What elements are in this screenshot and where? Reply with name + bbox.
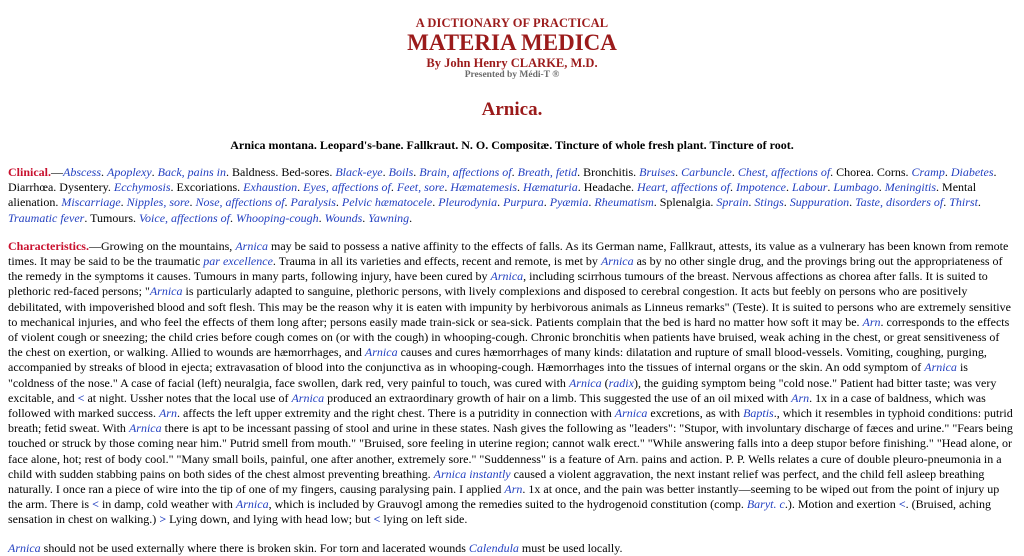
remedy-link[interactable]: Abscess — [63, 165, 102, 179]
text-run: ), the guiding symptom being "cold nose." Patient had bitter taste; was very excitable, and — [8, 375, 997, 405]
text-run: . — [390, 180, 397, 195]
text-run: lying on left side. — [380, 512, 468, 527]
remedy-link[interactable]: Apoplexy — [107, 165, 152, 179]
text-run: may be said to possess a native affinity to the effects of falls. As its German name, Fallkraut, attests, its value as a vulnerary has been known from remote times. It may be said to be the traumatic — [8, 238, 1009, 269]
modality-symbol-link[interactable]: < — [77, 390, 85, 405]
remedy-link[interactable]: Traumatic fever — [8, 210, 85, 225]
text-run: causes and cures hæmorrhages of many kinds: dilatation and rupture of small blood-vessels. Vomiting, coughing, purging, accompanied by streaks of blood in ejecta; extravasation of blood into the conjunctiva as in whooping-cough. Hæmorrhages into the tissues of internal organs or the skin. An odd symptom of — [8, 345, 987, 375]
remedy-link[interactable]: Arnica — [291, 390, 325, 405]
text-run: must be used locally. — [518, 540, 623, 555]
remedy-link[interactable]: Voice, affections of — [139, 210, 231, 225]
text-run: ., which it resembles in typhoid conditions: putrid breath; fetid sweat. With — [8, 406, 1013, 436]
remedy-link[interactable]: Sprain — [716, 195, 749, 210]
text-run: . — [230, 210, 237, 225]
remedy-link[interactable]: Diabetes — [950, 165, 994, 179]
remedy-link[interactable]: Suppuration — [789, 195, 850, 210]
text-run: . Headache. — [577, 180, 638, 195]
remedy-link[interactable]: Exhaustion — [243, 180, 298, 195]
presented-by: Presented by Médi-T ® — [464, 70, 560, 80]
text-run: . Bronchitis. — [577, 165, 640, 179]
remedy-link[interactable]: Whooping-cough — [236, 210, 319, 225]
text-run: produced an extraordinary growth of hair on a limb. This suggested the use of an oil mixed with — [324, 390, 792, 405]
text-run: . — [977, 195, 981, 210]
text-run: . — [497, 195, 504, 210]
clinical-body — [8, 165, 997, 225]
remedy-link[interactable]: Hæmaturia — [523, 180, 578, 195]
text-run: . — [120, 195, 127, 210]
text-run: .). Motion and exertion — [784, 497, 899, 512]
remedy-link[interactable]: Hæmatemesis — [450, 180, 518, 195]
remedy-link[interactable]: Arnica — [490, 269, 524, 284]
remedy-link[interactable]: Arnica — [8, 540, 41, 555]
remedy-link[interactable]: Arn — [862, 314, 881, 329]
text-run: . Trauma in all its varieties and effects, recent and remote, is met by — [272, 254, 601, 269]
remedy-link[interactable]: Pelvic hæmatocele — [341, 195, 433, 210]
remedy-link[interactable]: Paralysis — [290, 195, 336, 210]
remedy-link[interactable]: Arn — [158, 406, 177, 421]
remedy-link[interactable]: Boils — [388, 165, 414, 179]
remedy-link[interactable]: Nipples, sore — [126, 195, 190, 210]
text-run: . — [362, 210, 369, 225]
remedy-link[interactable]: Carbuncle — [681, 165, 732, 179]
book-header — [8, 16, 1016, 81]
remedy-link[interactable]: Eyes, affections of — [303, 180, 391, 195]
modality-symbol-link[interactable]: < — [898, 497, 906, 512]
text-run: —Growing on the mountains, — [88, 238, 236, 253]
remedy-link[interactable]: Pleurodynia — [438, 195, 498, 210]
characteristics-label: Characteristics. — [8, 238, 89, 253]
text-run: . (Bruised, aching sensation in chest on walking.) — [8, 497, 991, 527]
text-run: in damp, cold weather with — [98, 497, 236, 512]
external-use-body — [8, 541, 622, 555]
clinical-label: Clinical. — [8, 165, 52, 179]
remedy-link[interactable]: Lumbago — [833, 180, 879, 195]
remedy-link[interactable]: Calendula — [468, 540, 519, 555]
characteristics-body — [8, 239, 1013, 527]
modality-symbol-link[interactable]: < — [373, 512, 381, 527]
text-run: . — [151, 165, 158, 179]
remedy-link[interactable]: Heart, affections of — [637, 180, 731, 195]
remedy-link[interactable]: Purpura — [503, 195, 544, 210]
text-run: . — [783, 195, 790, 210]
text-run: . — [878, 180, 885, 195]
remedy-link[interactable]: Ecchymosis — [113, 180, 171, 195]
remedy-link[interactable]: Arnica — [568, 375, 602, 390]
text-run: . Baldness. Bed-sores. — [226, 165, 336, 179]
text-run: , which is included by Grauvogl among the remedies suited to the hydrogenoid constitution (comp. — [268, 497, 747, 512]
text-run: . — [511, 165, 518, 179]
text-run: . affects the left upper extremity and the right chest. There is a putridity in connection with — [176, 406, 615, 421]
text-run: at night. Ussher notes that the local use of — [84, 390, 292, 405]
modality-symbol-link[interactable]: > — [159, 512, 167, 527]
remedy-link[interactable]: Arnica instantly — [433, 466, 511, 481]
remedy-link[interactable]: Baptis — [743, 406, 774, 421]
text-run: . — [827, 180, 834, 195]
characteristics-section — [8, 239, 1016, 528]
remedy-link[interactable]: Cramp — [911, 165, 945, 179]
main-title: MATERIA MEDICA — [407, 30, 617, 55]
text-run: caused a violent aggravation, the next instant relief was perfect, and the child fell asleep breathing naturally. I once ran a piece of wire into the tip of one of my fingers, causing paralysing pain. I applied — [8, 466, 985, 497]
text-run: Lying down, and lying with head low; but — [166, 512, 374, 527]
remedy-link[interactable]: Arnica — [924, 360, 957, 375]
remedy-link[interactable]: Arnica — [600, 254, 634, 269]
remedy-link[interactable]: Brain, affections of — [419, 165, 512, 179]
remedy-link[interactable]: Pyæmia — [549, 195, 589, 210]
text-run: . 1x at once, and the pain was better instantly—seeming to be wiped out from the point of injury up the arm. There is — [8, 482, 1000, 512]
text-run: . Tumours. — [84, 210, 140, 225]
text-run: . — [413, 165, 420, 179]
remedy-link[interactable]: Stings — [754, 195, 784, 210]
remedy-link[interactable]: Impotence — [736, 180, 787, 195]
remedy-link[interactable]: Yawning — [368, 210, 410, 225]
author-line: By John Henry CLARKE, M.D. — [426, 56, 598, 70]
remedy-link[interactable]: Arnica — [235, 238, 268, 253]
remedy-link[interactable]: Arnica — [235, 497, 269, 512]
clinical-section — [8, 165, 1016, 226]
remedy-link[interactable]: Chest, affections of — [737, 165, 831, 179]
text-run: . — [675, 165, 682, 179]
remedy-link[interactable]: Thirst — [949, 195, 978, 210]
remedy-link[interactable]: Breath, fetid — [517, 165, 578, 179]
remedy-link[interactable]: Back, pains in — [157, 165, 226, 179]
text-run: . Diarrhœa. Dysentery. — [8, 165, 997, 195]
text-run: . — [335, 195, 342, 210]
text-run: is particularly adapted to sanguine, plethoric persons, with lively complexions and disposed to cerebral congestion. It acts but feebly on persons who are positively debilitated, with impoverished blood and soft flesh. This may be the reason why it is eaten with impunity by herbivorous animals as Linneus remarks" (Teste). It is suited to persons who are extremely sensitive to mechanical injuries, and who feel the effects of them long after; persons easily made train-sick or sea-sick. Patients complain that the bed is hard no matter how soft it may be. — [8, 284, 1011, 329]
text-run: . Mental alienation. — [8, 180, 977, 210]
remedy-link[interactable]: Wounds — [324, 210, 363, 225]
text-run: as by no other single drug, and the provings bring out the appropriateness of the remedy in the symptoms it causes. Tumours in many parts, following injury, have been cured by — [8, 254, 1003, 284]
text-run: . — [382, 165, 389, 179]
remedy-link[interactable]: Labour — [792, 180, 828, 195]
remedy-link[interactable]: Bruises — [639, 165, 676, 179]
text-run: . — [786, 180, 793, 195]
text-run: . — [731, 165, 738, 179]
text-run: , including scirrhous tumours of the breast. Nervous affections as chorea after falls. It is suited to plethoric red-faced persons; " — [8, 269, 988, 299]
text-run: . 1x in a case of baldness, which was followed with marked success. — [8, 390, 986, 421]
text-run: is "coldness of the nose." A case of facial (left) neuralgia, face swollen, dark red, very painful to touch, was cured with — [8, 360, 968, 390]
text-run: . — [730, 180, 737, 195]
remedy-link[interactable]: Black-eye — [335, 165, 383, 179]
remedy-link[interactable]: Arn — [791, 390, 810, 405]
text-run: . — [944, 165, 951, 179]
remedy-link[interactable]: radix — [608, 375, 634, 390]
text-run: . — [517, 180, 524, 195]
remedy-link[interactable]: Taste, disorders of — [855, 195, 944, 210]
modality-symbol-link[interactable]: < — [92, 497, 99, 512]
remedy-link[interactable]: Arnica — [614, 406, 648, 421]
text-run: . Splenalgia. — [653, 195, 717, 210]
text-run: . — [943, 195, 950, 210]
text-run: — — [51, 165, 64, 179]
text-run: . — [444, 180, 451, 195]
remedy-link[interactable]: par excellence — [203, 254, 273, 269]
remedy-link[interactable]: Meningitis — [884, 180, 937, 195]
text-run: . corresponds to the effects of violent cough or sneezing; the child cries before cough comes on (or with the cough) in whooping-cough. Chronic bronchitis when patients have bruised, weak aching in the chest, or great sensitiveness of the chest on exertion, or walking. Allied to wounds are hæmorrhages, and — [8, 314, 1010, 360]
text-run: . — [432, 195, 439, 210]
text-run: there is apt to be incessant passing of stool and urine in these states. Nash gives the following as "leaders": "Stupor, with involuntary discharge of fæces and urine." "Fears being touched or struck by those coming near him." Putrid smell from mouth." "Bruised, sore feeling in uterine region; cannot walk erect." "While answering falls into a deep stupor before finishing." "Head alone, or face alone, hot; rest of body cool." "Many small boils, painful, one after another, extremely sore." "Suddenness" is a feature of Arn. pains and action. P. P. Wells relates a cure of double pleuro-pneumonia in a child with sudden stabbing pains on both sides of the chest almost preventing breathing. — [8, 421, 1013, 481]
text-run: . Chorea. Corns. — [830, 165, 912, 179]
text-run: . Excoriations. — [170, 180, 244, 195]
text-run: . — [588, 195, 595, 210]
remedy-link[interactable]: Baryt. c — [746, 497, 785, 512]
remedy-link[interactable]: Arnica — [364, 345, 398, 360]
remedy-title: Arnica. — [481, 99, 543, 120]
text-run: excretions, as with — [647, 406, 744, 421]
remedy-link[interactable]: Nose, affections of — [195, 195, 285, 210]
text-run: . — [748, 195, 755, 210]
text-run: . — [297, 180, 304, 195]
text-run: . — [318, 210, 325, 225]
remedy-synonyms: Arnica montana. Leopard's-bane. Fallkraut. N. O. Compositæ. Tincture of whole fresh plant. Tincture of root. — [230, 138, 794, 152]
external-use-note — [8, 541, 1016, 556]
text-run: . — [849, 195, 856, 210]
text-run: . — [101, 165, 108, 179]
remedy-link[interactable]: Rheumatism — [594, 195, 654, 210]
remedy-link[interactable]: Miscarriage — [61, 195, 121, 210]
text-run: . — [189, 195, 196, 210]
text-run: ( — [601, 375, 609, 390]
text-run: should not be used externally where there is broken skin. For torn and lacerated wounds — [40, 540, 469, 555]
text-run: . — [284, 195, 291, 210]
remedy-link[interactable]: Arnica — [149, 284, 183, 299]
remedy-link[interactable]: Arnica — [128, 421, 162, 436]
text-run: . — [409, 210, 413, 225]
text-run: . — [543, 195, 550, 210]
dictionary-title: A DICTIONARY OF PRACTICAL — [415, 16, 609, 30]
remedy-link[interactable]: Arn — [504, 482, 523, 497]
remedy-link[interactable]: Feet, sore — [396, 180, 445, 195]
